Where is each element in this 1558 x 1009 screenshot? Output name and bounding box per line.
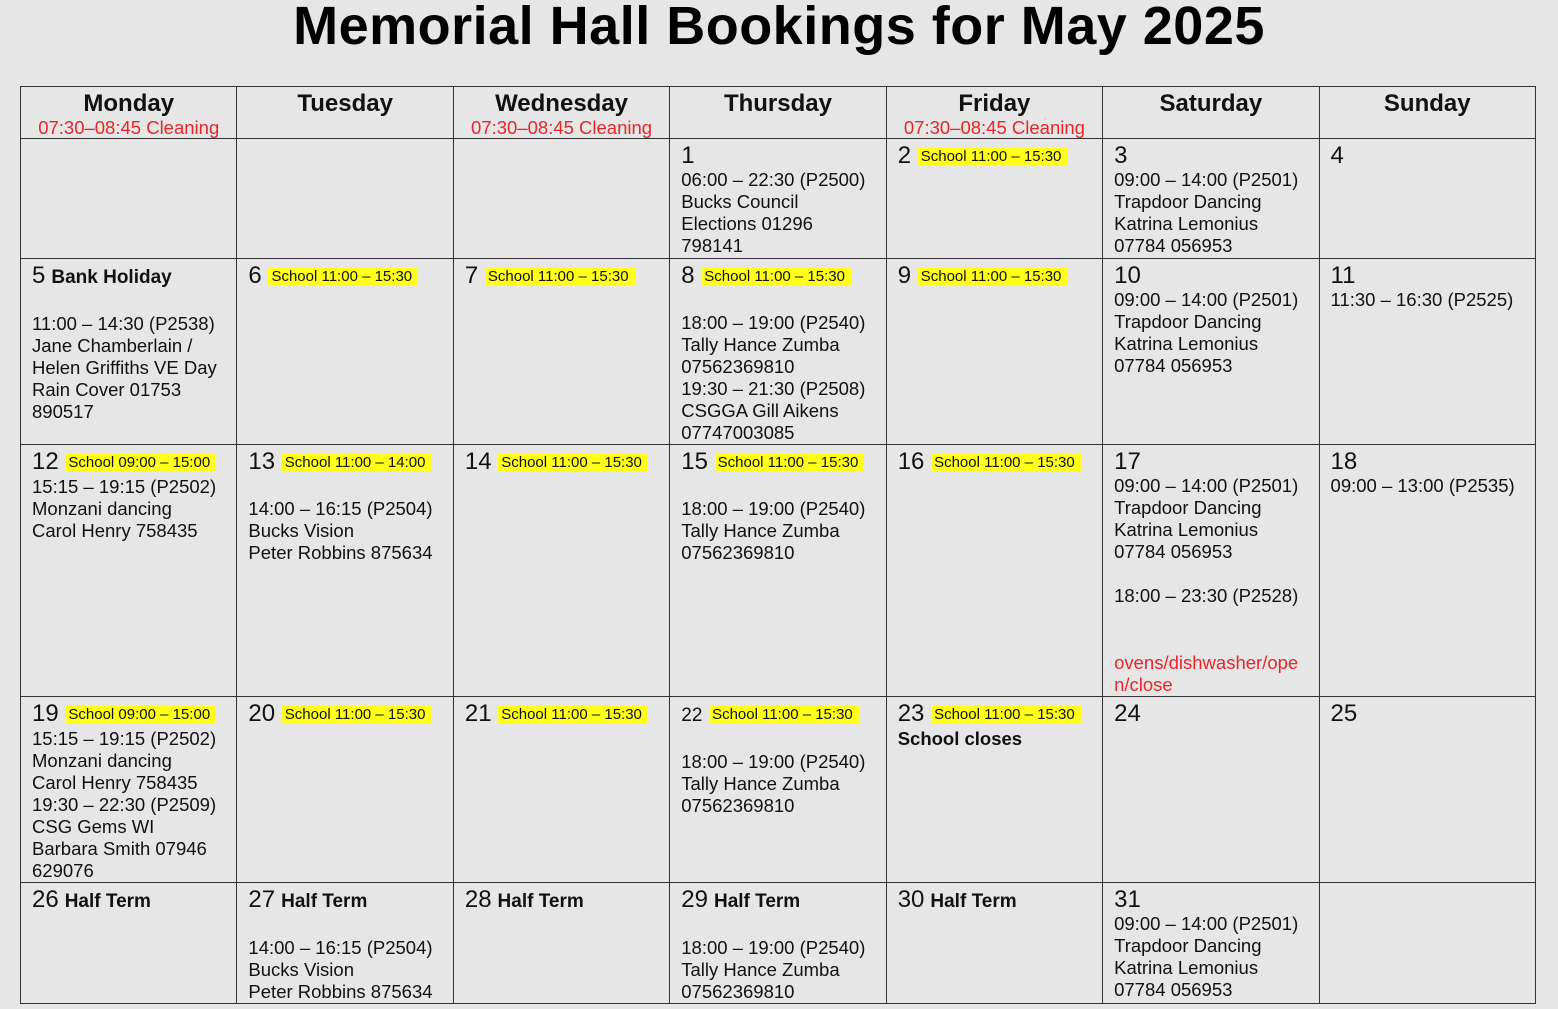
school-highlight: School 09:00 – 15:00 (65, 706, 216, 723)
day-cell (670, 139, 886, 259)
header-saturday: Saturday (1103, 87, 1319, 139)
day-cell (670, 259, 886, 445)
day-header (681, 143, 885, 169)
booking-line: 629076 (32, 860, 94, 881)
day-header (898, 701, 1102, 728)
booking-line: 15:15 – 19:15 (P2502) (32, 476, 217, 497)
spacer (681, 729, 885, 751)
booking-line: 11:00 – 14:30 (P2538) (32, 313, 215, 334)
booking-line: Peter Robbins 875634 (248, 981, 433, 1002)
spacer (681, 915, 885, 937)
booking-line: 890517 (32, 401, 94, 422)
day-header (898, 143, 1102, 170)
booking-line: 07562369810 (681, 795, 795, 816)
booking-line: Tally Hance Zumba (681, 773, 840, 794)
day-tag: Half Term (281, 891, 368, 912)
day-header (32, 701, 236, 728)
booking-line: 09:00 – 14:00 (P2501) (1114, 913, 1299, 934)
day-header (248, 263, 452, 290)
school-highlight: School 11:00 – 15:30 (485, 268, 635, 285)
cleaning-note: 07:30–08:45 Cleaning (38, 117, 220, 138)
day-number: 19 (32, 700, 59, 727)
day-header (898, 449, 1102, 476)
day-number: 10 (1114, 262, 1141, 289)
day-number: 24 (1114, 700, 1141, 727)
booking-line: 07747003085 (681, 422, 795, 443)
booking-line: 07784 056953 (1114, 355, 1233, 376)
day-number: 23 (897, 700, 925, 727)
day-number: 5 (32, 262, 46, 289)
day-number: 16 (897, 448, 925, 475)
booking-line: 14:00 – 16:15 (P2504) (248, 498, 433, 519)
day-cell (237, 445, 453, 697)
day-cell (453, 883, 669, 1004)
booking-line: Bucks Vision (248, 959, 354, 980)
day-cell (1103, 883, 1319, 1004)
booking-line: 14:00 – 16:15 (P2504) (248, 937, 433, 958)
day-header (1331, 143, 1535, 169)
day-number: 21 (464, 700, 492, 727)
booking-line: 18:00 – 19:00 (P2540) (681, 751, 866, 772)
header-sunday: Sunday (1319, 87, 1535, 139)
booking-line: 07784 056953 (1114, 541, 1233, 562)
booking-line: 07784 056953 (1114, 235, 1233, 256)
day-number: 20 (248, 700, 276, 727)
day-number: 11 (1330, 262, 1356, 289)
day-cell (237, 697, 453, 883)
spacer (248, 476, 452, 498)
day-number: 22 (681, 705, 703, 726)
day-cell (670, 697, 886, 883)
day-cell (237, 883, 453, 1004)
booking-line: Carol Henry 758435 (32, 520, 198, 541)
day-number: 25 (1330, 700, 1358, 727)
school-highlight: School 11:00 – 15:30 (931, 706, 1081, 723)
day-number: 8 (681, 262, 695, 289)
booking-line: Katrina Lemonius (1114, 957, 1259, 978)
booking-line: Bucks Vision (248, 520, 354, 541)
school-highlight: School 11:00 – 15:30 (498, 454, 648, 471)
booking-line: Tally Hance Zumba (681, 520, 840, 541)
booking-line: Trapdoor Dancing (1114, 497, 1262, 518)
day-header (248, 701, 452, 728)
day-number: 26 (32, 886, 59, 913)
day-header (681, 449, 885, 476)
day-cell (453, 445, 669, 697)
school-highlight: School 11:00 – 15:30 (282, 706, 432, 723)
day-cell (1103, 139, 1319, 259)
day-number: 1 (681, 142, 695, 169)
header-wednesday: Wednesday 07:30–08:45 Cleaning (453, 87, 669, 139)
cleaning-note: 07:30–08:45 Cleaning (903, 117, 1085, 138)
spacer (1114, 563, 1318, 585)
booking-line: 18:00 – 23:30 (P2528) (1114, 585, 1299, 606)
week-row (21, 445, 1536, 697)
day-number: 6 (248, 262, 262, 289)
booking-line: Tally Hance Zumba (681, 334, 840, 355)
booking-line: 15:15 – 19:15 (P2502) (32, 728, 217, 749)
booking-line: Peter Robbins 875634 (248, 542, 433, 563)
day-header (1114, 449, 1318, 475)
day-header (1331, 449, 1535, 475)
school-highlight: School 11:00 – 15:30 (918, 148, 1068, 165)
day-cell-empty (237, 139, 453, 259)
booking-line: 06:00 – 22:30 (P2500) (681, 169, 866, 190)
school-highlight: School 11:00 – 15:30 (709, 706, 859, 723)
red-note: ovens/dishwasher/ope (1114, 652, 1299, 673)
school-closes-note: School closes (897, 728, 1023, 749)
school-highlight: School 11:00 – 14:00 (282, 454, 432, 471)
day-cell (1319, 139, 1535, 259)
day-header (681, 263, 885, 290)
day-cell-empty (453, 139, 669, 259)
day-cell (453, 697, 669, 883)
booking-line: 11:30 – 16:30 (P2525) (1330, 289, 1514, 310)
day-cell (886, 139, 1102, 259)
week-row (21, 883, 1536, 1004)
day-cell (1319, 259, 1535, 445)
booking-line: 07784 056953 (1114, 979, 1233, 1000)
day-header (465, 887, 669, 915)
booking-line: Bucks Council (681, 191, 799, 212)
day-cell (886, 697, 1102, 883)
booking-line: Katrina Lemonius (1114, 213, 1259, 234)
day-number: 17 (1114, 448, 1141, 475)
header-friday: Friday 07:30–08:45 Cleaning (886, 87, 1102, 139)
school-highlight: School 11:00 – 15:30 (715, 454, 865, 471)
day-cell-empty (1319, 883, 1535, 1004)
day-cell (670, 883, 886, 1004)
day-cell (21, 883, 237, 1004)
booking-line: Barbara Smith 07946 (32, 838, 207, 859)
booking-line: 09:00 – 13:00 (P2535) (1330, 475, 1515, 496)
header-thursday: Thursday (670, 87, 886, 139)
header-row (21, 87, 1536, 139)
header-monday: Monday 07:30–08:45 Cleaning (21, 87, 237, 139)
spacer (32, 291, 236, 313)
school-highlight: School 11:00 – 15:30 (268, 268, 418, 285)
day-number: 12 (32, 448, 59, 475)
booking-line: 09:00 – 14:00 (P2501) (1114, 289, 1299, 310)
day-number: 15 (681, 448, 708, 475)
booking-line: 19:30 – 22:30 (P2509) (32, 794, 217, 815)
day-header (898, 263, 1102, 290)
day-number: 4 (1330, 142, 1344, 169)
cleaning-note: 07:30–08:45 Cleaning (471, 117, 653, 138)
day-cell (1319, 445, 1535, 697)
day-tag: Bank Holiday (51, 267, 172, 288)
school-highlight: School 09:00 – 15:00 (65, 454, 216, 471)
day-cell (21, 445, 237, 697)
day-number: 27 (248, 886, 276, 913)
day-number: 7 (464, 262, 479, 289)
school-highlight: School 11:00 – 15:30 (931, 454, 1081, 471)
day-header (681, 701, 885, 729)
day-number: 9 (897, 262, 912, 289)
day-cell (21, 259, 237, 445)
day-cell (21, 697, 237, 883)
school-highlight: School 11:00 – 15:30 (918, 268, 1068, 285)
day-cell (1103, 259, 1319, 445)
day-header (898, 887, 1102, 915)
booking-line: 798141 (681, 235, 743, 256)
day-header (1114, 263, 1318, 289)
booking-line: CSG Gems WI (32, 816, 155, 837)
day-cell (886, 883, 1102, 1004)
booking-line: Jane Chamberlain / (32, 335, 193, 356)
day-cell (886, 445, 1102, 697)
day-cell (453, 259, 669, 445)
day-header (32, 263, 236, 291)
booking-line: 18:00 – 19:00 (P2540) (681, 498, 866, 519)
booking-line: Rain Cover 01753 (32, 379, 182, 400)
day-cell (670, 445, 886, 697)
spacer (1114, 607, 1318, 652)
booking-line: Monzani dancing (32, 750, 172, 771)
booking-line: Carol Henry 758435 (32, 772, 198, 793)
day-number: 18 (1330, 448, 1358, 475)
spacer (681, 290, 885, 312)
day-header (1114, 143, 1318, 169)
day-header (32, 449, 236, 476)
spacer (681, 476, 885, 498)
booking-line: 09:00 – 14:00 (P2501) (1114, 169, 1299, 190)
school-highlight: School 11:00 – 15:30 (498, 706, 648, 723)
day-header (32, 887, 236, 915)
booking-line: Trapdoor Dancing (1114, 191, 1262, 212)
booking-line: 09:00 – 14:00 (P2501) (1114, 475, 1299, 496)
day-cell (1103, 697, 1319, 883)
day-number: 2 (897, 142, 912, 169)
day-tag: Half Term (713, 891, 801, 912)
day-header (1114, 887, 1318, 913)
red-note: n/close (1114, 674, 1173, 695)
booking-line: 19:30 – 21:30 (P2508) (681, 378, 866, 399)
day-header (465, 263, 669, 290)
day-tag: Half Term (930, 891, 1017, 912)
day-header (1331, 263, 1535, 289)
day-number: 29 (681, 886, 708, 913)
booking-line: Elections 01296 (681, 213, 813, 234)
booking-line: 18:00 – 19:00 (P2540) (681, 312, 866, 333)
school-highlight: School 11:00 – 15:30 (701, 268, 851, 285)
day-number: 3 (1114, 142, 1128, 169)
booking-line: Monzani dancing (32, 498, 172, 519)
week-row (21, 259, 1536, 445)
day-header (1114, 701, 1318, 727)
week-row (21, 697, 1536, 883)
day-header (465, 449, 669, 476)
day-tag: Half Term (64, 891, 151, 912)
day-cell (1103, 445, 1319, 697)
booking-line: 07562369810 (681, 542, 795, 563)
day-number: 13 (248, 448, 276, 475)
day-header (465, 701, 669, 728)
day-header (248, 887, 452, 915)
booking-line: 07562369810 (681, 981, 795, 1002)
booking-line: Tally Hance Zumba (681, 959, 840, 980)
day-cell (237, 259, 453, 445)
booking-line: CSGGA Gill Aikens (681, 400, 839, 421)
booking-line: Helen Griffiths VE Day (32, 357, 217, 378)
day-number: 14 (464, 448, 492, 475)
day-header (248, 449, 452, 476)
booking-line: Trapdoor Dancing (1114, 935, 1262, 956)
calendar-grid (20, 86, 1536, 1004)
day-tag: Half Term (497, 891, 584, 912)
day-cell (886, 259, 1102, 445)
booking-line: Katrina Lemonius (1114, 333, 1259, 354)
day-number: 28 (464, 886, 492, 913)
day-header (681, 887, 885, 915)
day-number: 31 (1114, 886, 1141, 913)
day-cell-empty (21, 139, 237, 259)
page-title: Memorial Hall Bookings for May 2025 (293, 0, 1265, 56)
booking-line: 18:00 – 19:00 (P2540) (681, 937, 866, 958)
day-number: 30 (897, 886, 925, 913)
booking-line: Katrina Lemonius (1114, 519, 1259, 540)
day-header (1331, 701, 1535, 727)
spacer (248, 915, 452, 937)
booking-line: Trapdoor Dancing (1114, 311, 1262, 332)
header-tuesday: Tuesday (237, 87, 453, 139)
day-cell (1319, 697, 1535, 883)
week-row (21, 139, 1536, 259)
booking-line: 07562369810 (681, 356, 795, 377)
